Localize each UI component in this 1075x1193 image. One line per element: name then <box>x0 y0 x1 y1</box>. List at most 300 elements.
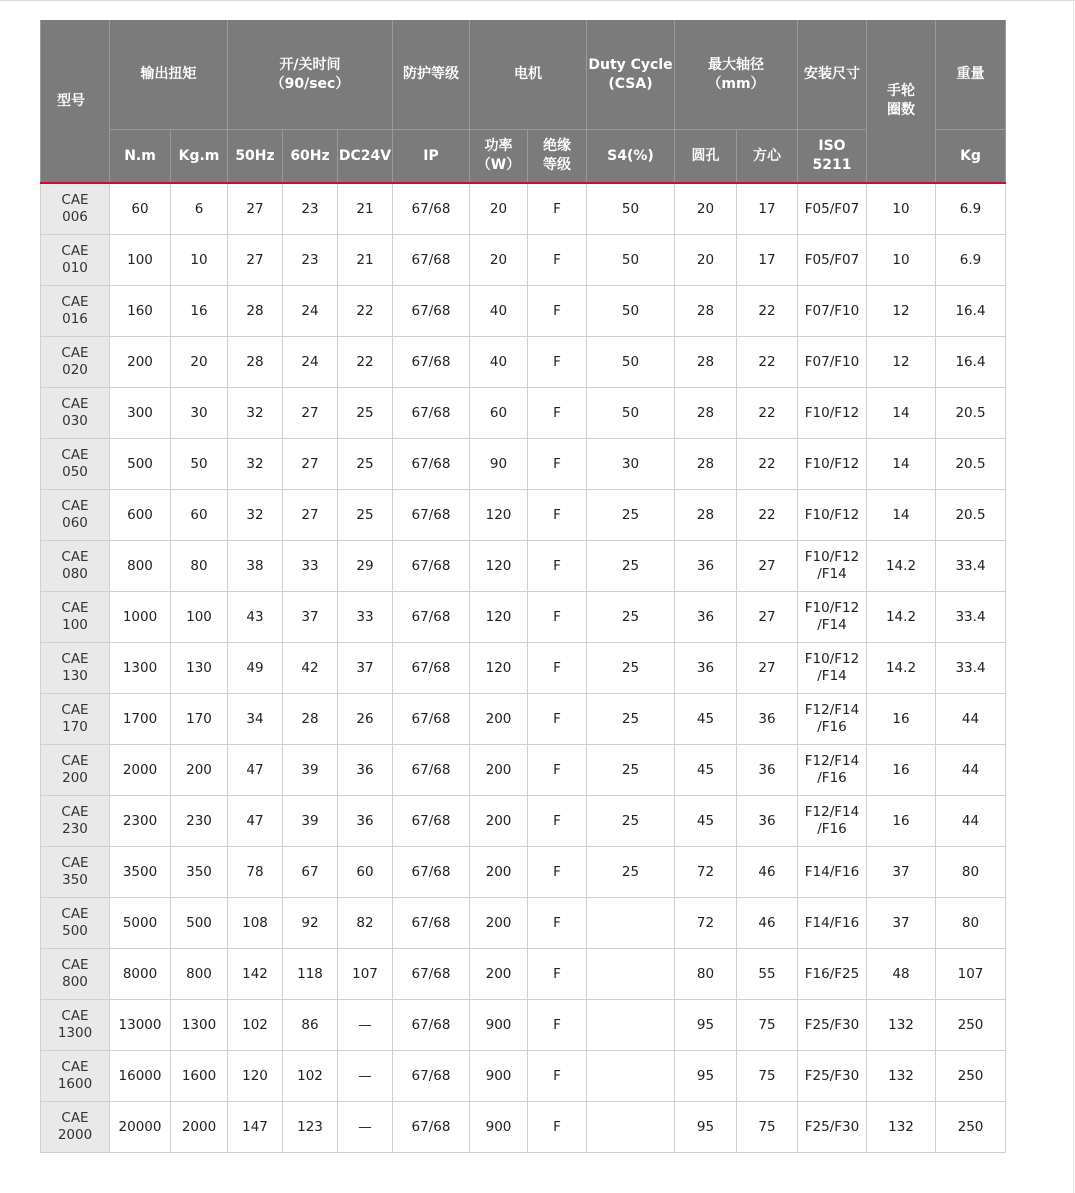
header-max-shaft-diameter: 最大轴径 （mm） <box>675 20 798 130</box>
cell-shaft-square: 22 <box>737 490 798 541</box>
cell-shaft-round: 28 <box>675 388 737 439</box>
cell-ip-rating: 67/68 <box>393 235 470 286</box>
table-row <box>41 541 1006 592</box>
cell-shaft-round: 45 <box>675 745 737 796</box>
cell-iso5211-flange: F25/F30 <box>798 1051 867 1102</box>
cell-iso5211-flange: F07/F10 <box>798 337 867 388</box>
cell-duty-s4: 50 <box>587 286 675 337</box>
cell-torque-nm: 1700 <box>110 694 171 745</box>
cell-insulation-class: F <box>528 337 587 388</box>
cell-weight-kg: 20.5 <box>936 388 1006 439</box>
cell-insulation-class: F <box>528 592 587 643</box>
cell-torque-kgm: 50 <box>171 439 228 490</box>
cell-shaft-round: 95 <box>675 1000 737 1051</box>
cell-time-dc24v: 25 <box>338 439 393 490</box>
cell-time-60hz: 102 <box>283 1051 338 1102</box>
cell-motor-power: 200 <box>470 745 528 796</box>
subheader-round-hole: 圆孔 <box>675 130 737 184</box>
cell-time-dc24v: 25 <box>338 490 393 541</box>
cell-duty-s4: 50 <box>587 337 675 388</box>
cell-shaft-square: 55 <box>737 949 798 1000</box>
cell-ip-rating: 67/68 <box>393 1000 470 1051</box>
cell-torque-kgm: 60 <box>171 490 228 541</box>
cell-ip-rating: 67/68 <box>393 949 470 1000</box>
cell-torque-kgm: 1300 <box>171 1000 228 1051</box>
cell-time-60hz: 23 <box>283 235 338 286</box>
cell-model: CAE 2000 <box>41 1102 110 1153</box>
cell-ip-rating: 67/68 <box>393 847 470 898</box>
cell-time-dc24v: 36 <box>338 745 393 796</box>
cell-motor-power: 40 <box>470 286 528 337</box>
cell-iso5211-flange: F14/F16 <box>798 898 867 949</box>
cell-handwheel-turns: 10 <box>867 183 936 235</box>
cell-torque-nm: 200 <box>110 337 171 388</box>
cell-insulation-class: F <box>528 796 587 847</box>
cell-torque-nm: 500 <box>110 439 171 490</box>
cell-shaft-round: 45 <box>675 796 737 847</box>
cell-iso5211-flange: F10/F12 <box>798 490 867 541</box>
actuator-spec-table <box>40 20 1006 1153</box>
cell-time-60hz: 39 <box>283 745 338 796</box>
cell-motor-power: 90 <box>470 439 528 490</box>
cell-iso5211-flange: F10/F12 <box>798 388 867 439</box>
cell-duty-s4 <box>587 1102 675 1153</box>
cell-weight-kg: 107 <box>936 949 1006 1000</box>
cell-time-60hz: 23 <box>283 183 338 235</box>
cell-time-50hz: 142 <box>228 949 283 1000</box>
cell-ip-rating: 67/68 <box>393 643 470 694</box>
cell-shaft-square: 17 <box>737 235 798 286</box>
cell-model: CAE 500 <box>41 898 110 949</box>
cell-model: CAE 030 <box>41 388 110 439</box>
cell-shaft-square: 46 <box>737 847 798 898</box>
cell-iso5211-flange: F05/F07 <box>798 235 867 286</box>
cell-weight-kg: 44 <box>936 796 1006 847</box>
subheader-square-core: 方心 <box>737 130 798 184</box>
cell-torque-nm: 800 <box>110 541 171 592</box>
cell-shaft-round: 28 <box>675 490 737 541</box>
cell-iso5211-flange: F05/F07 <box>798 183 867 235</box>
cell-torque-nm: 100 <box>110 235 171 286</box>
cell-time-dc24v: 22 <box>338 286 393 337</box>
cell-insulation-class: F <box>528 388 587 439</box>
cell-time-dc24v: — <box>338 1000 393 1051</box>
cell-shaft-round: 95 <box>675 1102 737 1153</box>
table-row <box>41 337 1006 388</box>
cell-torque-nm: 1300 <box>110 643 171 694</box>
cell-duty-s4: 25 <box>587 745 675 796</box>
subheader-kg: Kg <box>936 130 1006 184</box>
table-row <box>41 1102 1006 1153</box>
cell-handwheel-turns: 12 <box>867 337 936 388</box>
cell-model: CAE 050 <box>41 439 110 490</box>
cell-handwheel-turns: 132 <box>867 1000 936 1051</box>
cell-handwheel-turns: 12 <box>867 286 936 337</box>
cell-model: CAE 020 <box>41 337 110 388</box>
cell-model: CAE 010 <box>41 235 110 286</box>
cell-weight-kg: 44 <box>936 745 1006 796</box>
cell-time-dc24v: — <box>338 1051 393 1102</box>
table-row <box>41 388 1006 439</box>
table-body <box>41 183 1006 1153</box>
cell-iso5211-flange: F12/F14 /F16 <box>798 796 867 847</box>
table-row <box>41 745 1006 796</box>
header-open-close-time: 开/关时间 （90/sec） <box>228 20 393 130</box>
cell-torque-nm: 8000 <box>110 949 171 1000</box>
cell-duty-s4 <box>587 1000 675 1051</box>
cell-weight-kg: 20.5 <box>936 490 1006 541</box>
cell-time-60hz: 27 <box>283 388 338 439</box>
cell-insulation-class: F <box>528 1102 587 1153</box>
cell-motor-power: 200 <box>470 949 528 1000</box>
subheader-dc24v: DC24V <box>338 130 393 184</box>
subheader-nm: N.m <box>110 130 171 184</box>
cell-handwheel-turns: 48 <box>867 949 936 1000</box>
header-weight: 重量 <box>936 20 1006 130</box>
cell-iso5211-flange: F14/F16 <box>798 847 867 898</box>
cell-time-50hz: 28 <box>228 337 283 388</box>
cell-torque-kgm: 30 <box>171 388 228 439</box>
cell-weight-kg: 44 <box>936 694 1006 745</box>
cell-insulation-class: F <box>528 541 587 592</box>
cell-torque-kgm: 350 <box>171 847 228 898</box>
cell-torque-nm: 16000 <box>110 1051 171 1102</box>
cell-time-50hz: 32 <box>228 490 283 541</box>
cell-handwheel-turns: 132 <box>867 1102 936 1153</box>
cell-torque-kgm: 170 <box>171 694 228 745</box>
cell-insulation-class: F <box>528 643 587 694</box>
cell-handwheel-turns: 14.2 <box>867 643 936 694</box>
cell-time-50hz: 47 <box>228 796 283 847</box>
cell-motor-power: 120 <box>470 592 528 643</box>
cell-duty-s4: 25 <box>587 490 675 541</box>
subheader-60hz: 60Hz <box>283 130 338 184</box>
cell-motor-power: 60 <box>470 388 528 439</box>
cell-duty-s4: 50 <box>587 183 675 235</box>
cell-insulation-class: F <box>528 949 587 1000</box>
cell-weight-kg: 250 <box>936 1102 1006 1153</box>
cell-motor-power: 200 <box>470 796 528 847</box>
cell-iso5211-flange: F07/F10 <box>798 286 867 337</box>
cell-weight-kg: 16.4 <box>936 286 1006 337</box>
cell-shaft-round: 28 <box>675 337 737 388</box>
cell-duty-s4: 25 <box>587 541 675 592</box>
cell-shaft-round: 72 <box>675 898 737 949</box>
table-row <box>41 183 1006 235</box>
cell-duty-s4: 25 <box>587 694 675 745</box>
cell-weight-kg: 250 <box>936 1000 1006 1051</box>
cell-time-dc24v: 82 <box>338 898 393 949</box>
cell-shaft-square: 75 <box>737 1051 798 1102</box>
cell-motor-power: 200 <box>470 847 528 898</box>
subheader-kgm: Kg.m <box>171 130 228 184</box>
cell-ip-rating: 67/68 <box>393 183 470 235</box>
cell-torque-kgm: 800 <box>171 949 228 1000</box>
cell-time-60hz: 24 <box>283 337 338 388</box>
cell-ip-rating: 67/68 <box>393 898 470 949</box>
table-row <box>41 1000 1006 1051</box>
cell-shaft-round: 36 <box>675 643 737 694</box>
cell-torque-kgm: 200 <box>171 745 228 796</box>
header-duty-cycle: Duty Cycle (CSA) <box>587 20 675 130</box>
subheader-s4: S4(%) <box>587 130 675 184</box>
cell-model: CAE 170 <box>41 694 110 745</box>
cell-shaft-square: 22 <box>737 388 798 439</box>
table-row <box>41 643 1006 694</box>
cell-handwheel-turns: 14 <box>867 388 936 439</box>
cell-model: CAE 100 <box>41 592 110 643</box>
cell-weight-kg: 33.4 <box>936 643 1006 694</box>
cell-iso5211-flange: F25/F30 <box>798 1102 867 1153</box>
table-row <box>41 490 1006 541</box>
cell-ip-rating: 67/68 <box>393 745 470 796</box>
cell-model: CAE 230 <box>41 796 110 847</box>
cell-handwheel-turns: 14.2 <box>867 592 936 643</box>
cell-handwheel-turns: 16 <box>867 745 936 796</box>
cell-ip-rating: 67/68 <box>393 388 470 439</box>
cell-weight-kg: 250 <box>936 1051 1006 1102</box>
cell-duty-s4: 50 <box>587 235 675 286</box>
cell-shaft-square: 36 <box>737 796 798 847</box>
cell-ip-rating: 67/68 <box>393 1102 470 1153</box>
cell-shaft-square: 27 <box>737 592 798 643</box>
cell-time-60hz: 92 <box>283 898 338 949</box>
cell-time-50hz: 43 <box>228 592 283 643</box>
cell-time-dc24v: 25 <box>338 388 393 439</box>
cell-time-dc24v: 22 <box>338 337 393 388</box>
table-row <box>41 847 1006 898</box>
cell-motor-power: 40 <box>470 337 528 388</box>
cell-motor-power: 120 <box>470 541 528 592</box>
cell-time-60hz: 39 <box>283 796 338 847</box>
cell-motor-power: 900 <box>470 1051 528 1102</box>
subheader-ip: IP <box>393 130 470 184</box>
cell-shaft-square: 22 <box>737 337 798 388</box>
cell-time-60hz: 27 <box>283 439 338 490</box>
cell-duty-s4: 25 <box>587 796 675 847</box>
cell-time-50hz: 34 <box>228 694 283 745</box>
subheader-50hz: 50Hz <box>228 130 283 184</box>
cell-shaft-square: 36 <box>737 694 798 745</box>
cell-shaft-round: 72 <box>675 847 737 898</box>
cell-handwheel-turns: 14 <box>867 490 936 541</box>
cell-duty-s4: 30 <box>587 439 675 490</box>
table-row <box>41 592 1006 643</box>
cell-torque-kgm: 16 <box>171 286 228 337</box>
cell-iso5211-flange: F10/F12 /F14 <box>798 592 867 643</box>
cell-model: CAE 006 <box>41 183 110 235</box>
cell-time-50hz: 27 <box>228 183 283 235</box>
cell-time-dc24v: 33 <box>338 592 393 643</box>
cell-time-50hz: 78 <box>228 847 283 898</box>
cell-handwheel-turns: 37 <box>867 898 936 949</box>
cell-motor-power: 200 <box>470 898 528 949</box>
cell-shaft-square: 17 <box>737 183 798 235</box>
cell-torque-kgm: 10 <box>171 235 228 286</box>
cell-duty-s4: 25 <box>587 847 675 898</box>
table-row <box>41 796 1006 847</box>
cell-torque-nm: 3500 <box>110 847 171 898</box>
cell-ip-rating: 67/68 <box>393 796 470 847</box>
cell-ip-rating: 67/68 <box>393 1051 470 1102</box>
cell-duty-s4 <box>587 898 675 949</box>
cell-model: CAE 016 <box>41 286 110 337</box>
cell-shaft-round: 36 <box>675 541 737 592</box>
cell-iso5211-flange: F25/F30 <box>798 1000 867 1051</box>
header-handwheel-turns: 手轮 圈数 <box>867 20 936 183</box>
cell-time-50hz: 32 <box>228 439 283 490</box>
cell-model: CAE 350 <box>41 847 110 898</box>
cell-shaft-round: 95 <box>675 1051 737 1102</box>
cell-shaft-square: 36 <box>737 745 798 796</box>
cell-weight-kg: 20.5 <box>936 439 1006 490</box>
cell-time-dc24v: 36 <box>338 796 393 847</box>
cell-torque-nm: 160 <box>110 286 171 337</box>
cell-time-60hz: 86 <box>283 1000 338 1051</box>
cell-shaft-square: 75 <box>737 1102 798 1153</box>
cell-torque-kgm: 2000 <box>171 1102 228 1153</box>
cell-time-50hz: 47 <box>228 745 283 796</box>
cell-time-50hz: 38 <box>228 541 283 592</box>
cell-model: CAE 080 <box>41 541 110 592</box>
cell-ip-rating: 67/68 <box>393 541 470 592</box>
cell-motor-power: 200 <box>470 694 528 745</box>
cell-handwheel-turns: 10 <box>867 235 936 286</box>
side-divider <box>1073 0 1074 1193</box>
cell-time-50hz: 108 <box>228 898 283 949</box>
cell-insulation-class: F <box>528 898 587 949</box>
cell-time-50hz: 102 <box>228 1000 283 1051</box>
top-divider <box>0 0 1075 1</box>
cell-iso5211-flange: F10/F12 <box>798 439 867 490</box>
cell-torque-nm: 20000 <box>110 1102 171 1153</box>
cell-time-dc24v: 29 <box>338 541 393 592</box>
cell-ip-rating: 67/68 <box>393 592 470 643</box>
cell-time-50hz: 27 <box>228 235 283 286</box>
cell-torque-nm: 5000 <box>110 898 171 949</box>
cell-duty-s4: 50 <box>587 388 675 439</box>
cell-insulation-class: F <box>528 694 587 745</box>
cell-ip-rating: 67/68 <box>393 337 470 388</box>
cell-ip-rating: 67/68 <box>393 439 470 490</box>
cell-time-dc24v: 107 <box>338 949 393 1000</box>
cell-iso5211-flange: F10/F12 /F14 <box>798 541 867 592</box>
cell-handwheel-turns: 16 <box>867 694 936 745</box>
cell-duty-s4: 25 <box>587 592 675 643</box>
cell-insulation-class: F <box>528 745 587 796</box>
cell-torque-nm: 2300 <box>110 796 171 847</box>
cell-weight-kg: 6.9 <box>936 183 1006 235</box>
table-row <box>41 286 1006 337</box>
cell-time-50hz: 49 <box>228 643 283 694</box>
table-row <box>41 235 1006 286</box>
cell-iso5211-flange: F12/F14 /F16 <box>798 694 867 745</box>
cell-shaft-round: 28 <box>675 439 737 490</box>
cell-weight-kg: 33.4 <box>936 541 1006 592</box>
cell-torque-nm: 2000 <box>110 745 171 796</box>
subheader-iso5211: ISO 5211 <box>798 130 867 184</box>
cell-handwheel-turns: 132 <box>867 1051 936 1102</box>
cell-time-50hz: 32 <box>228 388 283 439</box>
subheader-power: 功率 （W） <box>470 130 528 184</box>
cell-iso5211-flange: F16/F25 <box>798 949 867 1000</box>
cell-torque-kgm: 130 <box>171 643 228 694</box>
cell-insulation-class: F <box>528 1051 587 1102</box>
table-row <box>41 898 1006 949</box>
cell-insulation-class: F <box>528 235 587 286</box>
cell-shaft-round: 36 <box>675 592 737 643</box>
cell-model: CAE 060 <box>41 490 110 541</box>
cell-shaft-round: 80 <box>675 949 737 1000</box>
cell-handwheel-turns: 14 <box>867 439 936 490</box>
cell-time-60hz: 42 <box>283 643 338 694</box>
cell-weight-kg: 33.4 <box>936 592 1006 643</box>
cell-insulation-class: F <box>528 490 587 541</box>
cell-weight-kg: 6.9 <box>936 235 1006 286</box>
cell-time-60hz: 67 <box>283 847 338 898</box>
table-row <box>41 694 1006 745</box>
cell-insulation-class: F <box>528 847 587 898</box>
cell-model: CAE 200 <box>41 745 110 796</box>
cell-time-50hz: 120 <box>228 1051 283 1102</box>
cell-weight-kg: 16.4 <box>936 337 1006 388</box>
cell-ip-rating: 67/68 <box>393 490 470 541</box>
cell-time-60hz: 123 <box>283 1102 338 1153</box>
cell-time-60hz: 33 <box>283 541 338 592</box>
cell-torque-kgm: 230 <box>171 796 228 847</box>
cell-shaft-square: 27 <box>737 643 798 694</box>
cell-time-dc24v: 60 <box>338 847 393 898</box>
cell-time-dc24v: 21 <box>338 183 393 235</box>
cell-weight-kg: 80 <box>936 847 1006 898</box>
cell-torque-kgm: 6 <box>171 183 228 235</box>
header-model: 型号 <box>41 20 110 183</box>
cell-shaft-round: 45 <box>675 694 737 745</box>
cell-torque-nm: 13000 <box>110 1000 171 1051</box>
cell-iso5211-flange: F12/F14 /F16 <box>798 745 867 796</box>
cell-model: CAE 130 <box>41 643 110 694</box>
cell-motor-power: 20 <box>470 183 528 235</box>
cell-torque-nm: 1000 <box>110 592 171 643</box>
cell-shaft-round: 20 <box>675 235 737 286</box>
cell-torque-kgm: 500 <box>171 898 228 949</box>
cell-model: CAE 800 <box>41 949 110 1000</box>
cell-time-60hz: 27 <box>283 490 338 541</box>
cell-shaft-square: 22 <box>737 286 798 337</box>
header-output-torque: 输出扭矩 <box>110 20 228 130</box>
header-mounting-size: 安装尺寸 <box>798 20 867 130</box>
cell-time-60hz: 37 <box>283 592 338 643</box>
cell-duty-s4: 25 <box>587 643 675 694</box>
cell-insulation-class: F <box>528 286 587 337</box>
table-row <box>41 949 1006 1000</box>
cell-ip-rating: 67/68 <box>393 286 470 337</box>
cell-time-dc24v: 37 <box>338 643 393 694</box>
cell-motor-power: 20 <box>470 235 528 286</box>
cell-weight-kg: 80 <box>936 898 1006 949</box>
cell-handwheel-turns: 37 <box>867 847 936 898</box>
header-protection-class: 防护等级 <box>393 20 470 130</box>
cell-torque-nm: 300 <box>110 388 171 439</box>
cell-motor-power: 900 <box>470 1000 528 1051</box>
cell-shaft-square: 27 <box>737 541 798 592</box>
cell-model: CAE 1600 <box>41 1051 110 1102</box>
cell-insulation-class: F <box>528 1000 587 1051</box>
cell-shaft-square: 46 <box>737 898 798 949</box>
cell-torque-kgm: 20 <box>171 337 228 388</box>
cell-motor-power: 120 <box>470 643 528 694</box>
cell-time-50hz: 28 <box>228 286 283 337</box>
